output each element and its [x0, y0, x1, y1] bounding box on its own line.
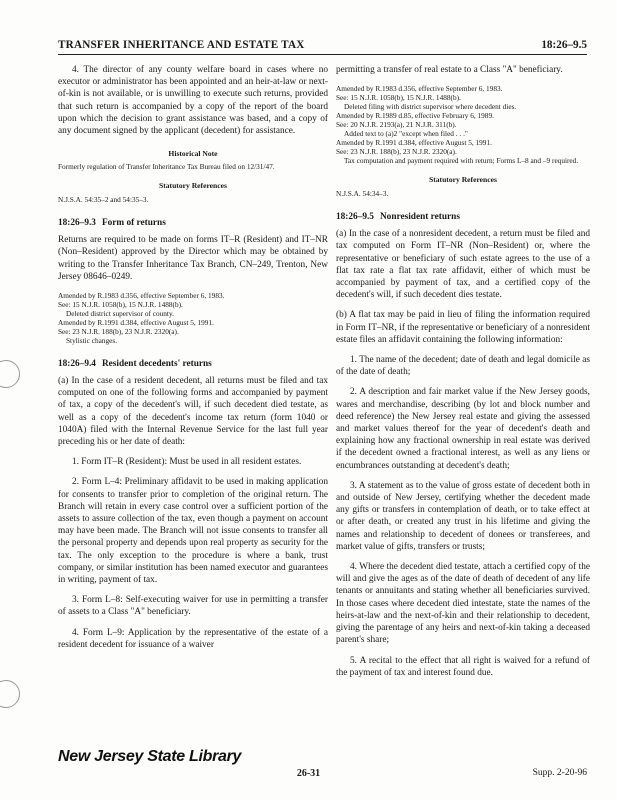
section-9-5-item-3: 3. A statement as to the value of gross estate of decedent both in and outside of New Jersey, certifying whether the decedent made any gifts or transfers in contemplation of death, or to take effect at or after death, or created any trust in his lifetime and giving the names and relationship to decedent of donees or transferees, and market value of gifts, transfers or trusts;	[336, 480, 590, 552]
section-9-4-heading	[58, 359, 328, 369]
section-title: Form of returns	[101, 218, 166, 229]
amendment-note: See: 15 N.J.R. 1058(b), 15 N.J.R. 1488(b).	[336, 93, 461, 103]
section-9-5-item-2: 2. A description and fair market value if the New Jersey goods, wares and merchandise, describing (by lot and block number and deed reference) the New Jersey real estate and giving the assessed and market values thereof for the year of decedent's death and explaining how any fractional ownership in real estate was derived if the decedent owned a fractional interest, as well as any liens or encumbrances outstanding at decedent's death;	[336, 387, 590, 471]
section-9-5-a: (a) In the case of a nonresident decedent, a return must be filed and tax computed on Form IT–NR (Non–Resident) or, where the representative or beneficiary of such estate agrees to the use of a flat tax rate a flat tax rate affidavit, either of which must be accompanied by payment of tax, and a certified copy of the decedent's will, if such decedent dies testate.	[336, 229, 590, 301]
header-title: TRANSFER INHERITANCE AND ESTATE TAX	[58, 39, 305, 51]
section-9-5-item-5: 5. A recital to the effect that all right is waived for a refund of the payment of tax and interest found due.	[336, 655, 590, 678]
statutory-references-text: N.J.S.A. 54:35–2 and 54:35–3.	[58, 195, 149, 205]
amendment-note: Amended by R.1991 d.384, effective August 5, 1991.	[58, 318, 214, 328]
section-title: Resident decedents' returns	[101, 359, 212, 370]
section-9-5-item-1: 1. The name of the decedent; date of death and legal domicile as of the date of death;	[336, 355, 590, 378]
section-number: 18:26–9.4	[58, 359, 96, 370]
amendment-note: Amended by R.1983 d.356, effective September 6, 1983.	[58, 291, 225, 301]
item-4-paragraph: 4. The director of any county welfare board in cases where no executor or administrator has been appointed and an heir-at-law or next-of-kin is not available, or is unwilling to execute such returns, provided that such return is accompanied by a copy of the report of the board upon which the decision to grant assistance was based, and a copy of any document signed by the applicant (decedent) for assistance.	[58, 65, 328, 137]
punch-hole-top	[0, 360, 20, 388]
statutory-references-text: N.J.S.A. 54:34–3.	[336, 189, 389, 199]
amendment-note: Amended by R.1983 d.356, effective September 6, 1983.	[336, 84, 503, 94]
section-9-5-item-4: 4. Where the decedent died testate, attach a certified copy of the will and give the ages as of the date of death of decedent of any life tenants or annuitants and stating whether all beneficiaries survived. In those cases where decedent died intestate, state the names of the heirs-at-law and the next-of-kin and their relationship to decedent, giving the parentage of any heirs and next-of-kin taking a deceased parent's share;	[336, 562, 590, 646]
historical-note-heading: Historical Note	[168, 149, 218, 159]
header-section-number: 18:26–9.5	[541, 39, 587, 51]
statutory-references-heading: Statutory References	[159, 181, 227, 191]
section-number: 18:26–9.5	[336, 212, 374, 223]
section-title: Nonresident returns	[379, 212, 460, 223]
section-9-3-body: Returns are required to be made on forms IT–R (Resident) and IT–NR (Non–Resident) approved by the Director which may be obtained by writing to the Transfer Inheritance Tax Branch, CN–249, Trenton, New Jersey 08646–0249.	[58, 235, 328, 282]
amendment-note: See: 23 N.J.R. 188(b), 23 N.J.R. 2320(a).	[58, 327, 179, 337]
section-9-4-item-1: 1. Form IT–R (Resident): Must be used in all resident estates.	[72, 457, 302, 468]
page-number: 26-31	[296, 768, 321, 779]
right-column	[336, 64, 590, 679]
amendment-note: Added text to (a)2 "except when filed . . ."	[344, 129, 468, 139]
amendment-note: See: 15 N.J.R. 1058(b), 15 N.J.R. 1488(b).	[58, 300, 183, 310]
amendment-note: Deleted district supervisor of county.	[66, 309, 174, 319]
section-number: 18:26–9.3	[58, 218, 96, 229]
section-9-5-heading	[336, 212, 590, 222]
library-stamp: New Jersey State Library	[58, 748, 242, 765]
section-9-3-heading	[58, 218, 328, 228]
amendment-note: See: 23 N.J.R. 188(b), 23 N.J.R. 2320(a).	[336, 147, 457, 157]
historical-note-text: Formerly regulation of Transfer Inheritance Tax Bureau filed on 12/31/47.	[58, 162, 275, 172]
left-column	[58, 64, 328, 651]
amendment-note: Stylistic changes.	[66, 336, 118, 346]
statutory-references-heading: Statutory References	[429, 175, 497, 185]
amendment-note: See: 20 N.J.R. 2193(a), 21 N.J.R. 311(b).	[336, 120, 457, 130]
section-9-4-item-3: 3. Form L–8: Self-executing waiver for use in permitting a transfer of assets to a Class "A" beneficiary.	[58, 595, 328, 618]
amendment-note: Deleted filing with district supervisor where decedent dies.	[344, 102, 517, 112]
section-9-4-item-2: 2. Form L–4: Preliminary affidavit to be used in making application for consents to transfer prior to completion of the original return. The Branch will retain in every case control over a sufficient portion of the assets to assure collection of the tax, even though a payment on account may have been made. The Branch will not issue consents to transfer all the personal property and depends upon real property as security for the tax. The only exception to the procedure is where a bank, trust company, or similar institution has been named executor and guarantees in writing, payment of tax.	[58, 477, 328, 586]
running-header	[58, 38, 587, 55]
amendment-note: Tax computation and payment required with return; Forms L–8 and –9 required.	[344, 156, 579, 166]
section-9-4-item-4: 4. Form L–9: Application by the representative of the estate of a resident decedent for issuance of a waiver	[58, 627, 328, 650]
item-4-continuation: permitting a transfer of real estate to a Class "A" beneficiary.	[336, 65, 563, 75]
supplement-date: Supp. 2-20-96	[532, 768, 587, 778]
punch-hole-bottom	[0, 680, 20, 708]
amendment-note: Amended by R.1991 d.384, effective August 5, 1991.	[336, 138, 492, 148]
section-9-4-a: (a) In the case of a resident decedent, all returns must be filed and tax computed on one of the following forms and accompanied by payment of tax, a copy of the decedent's will, if such decedent died testate, as well as a copy of the decedent's income tax return (form 1040 or 1040A) filed with the Internal Revenue Service for the last full year preceding his or her date of death:	[58, 376, 328, 448]
section-9-5-b: (b) A flat tax may be paid in lieu of filing the information required in Form IT–NR, if the representative or beneficiary of a nonresident estate files an affidavit containing the following information:	[336, 310, 590, 345]
amendment-note: Amended by R.1989 d.85, effective February 6, 1989.	[336, 111, 494, 121]
